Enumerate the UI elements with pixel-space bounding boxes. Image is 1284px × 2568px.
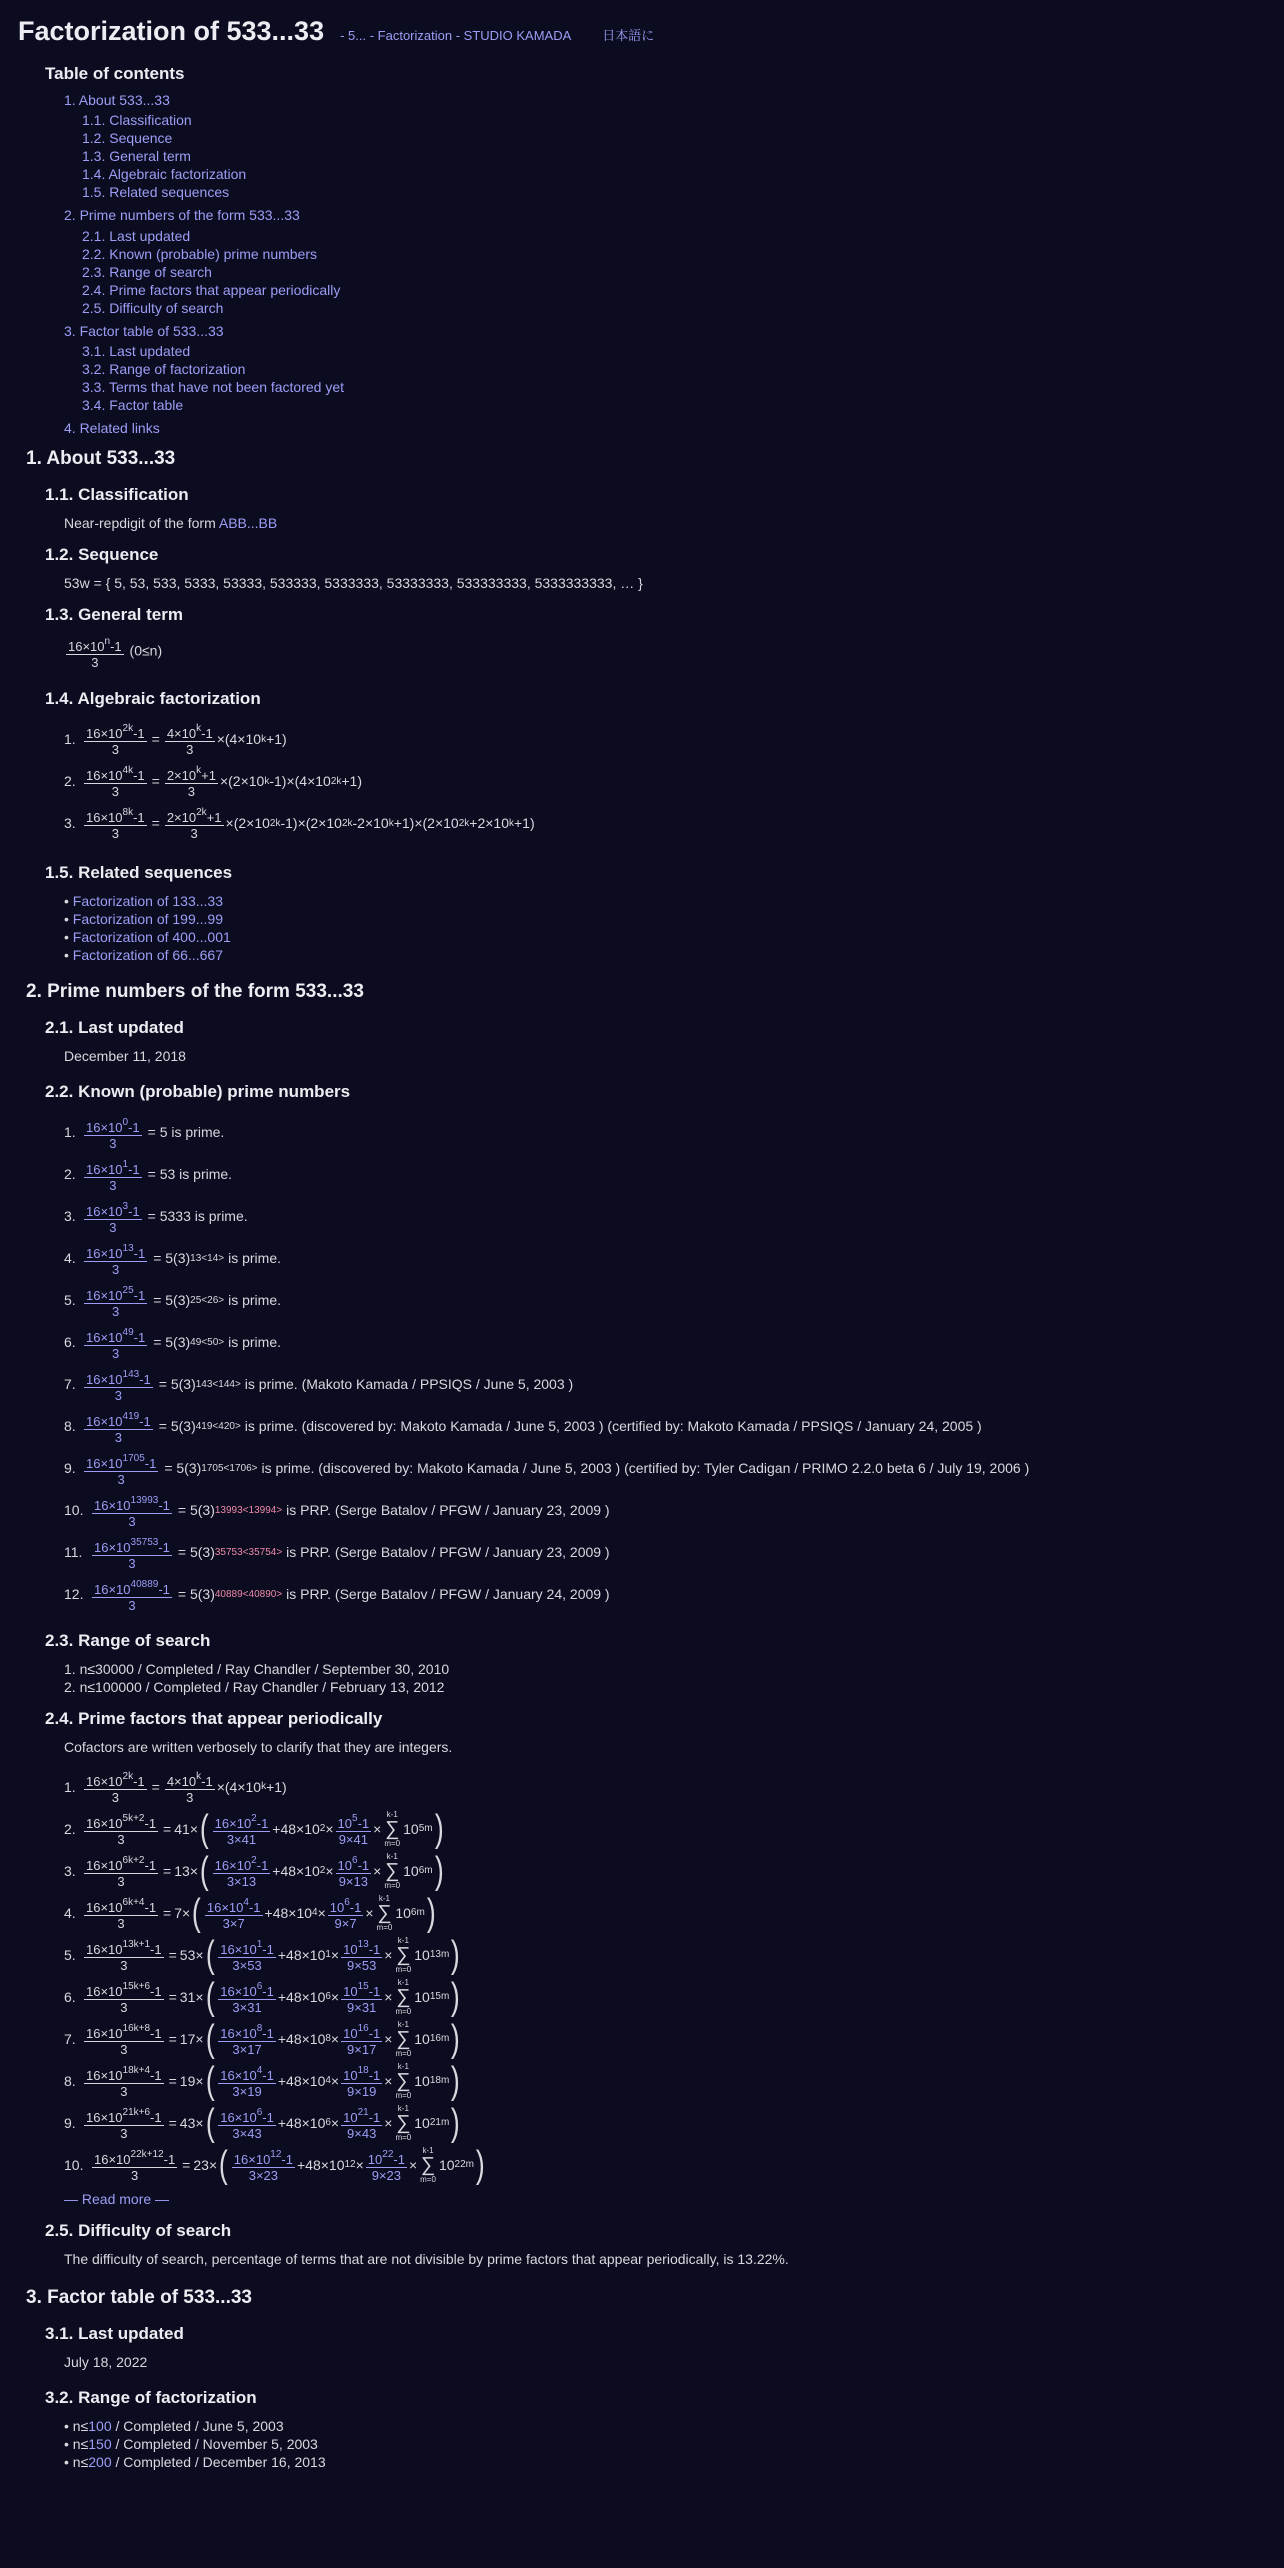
related-item: • Factorization of 66...667	[64, 947, 223, 964]
page-title: Factorization of 533...33	[18, 16, 325, 46]
prime-link[interactable]: $\frac{16\times 10^{1705}-1}{3}$	[86, 1452, 157, 1487]
prime-info: is PRP. (Serge Batalov / PFGW / January 23, 2009 )	[286, 1544, 610, 1561]
known-primes-title: 2.2. Known (probable) prime numbers	[45, 1082, 351, 1102]
toc-item[interactable]: 3.1. Last updated	[82, 342, 191, 359]
prime-info: is prime. (discovered by: Makoto Kamada / June 5, 2003 ) (certified by: Tyler Cadigan / PRIMO 2.2.0 beta 6 / July 19, 2006 )	[261, 1460, 1030, 1477]
prime-info: is prime.	[228, 1334, 282, 1351]
prime-link[interactable]: $\frac{16\times 10^3-1}{3}$	[86, 1200, 140, 1235]
repunit-count: 1705<1706>	[201, 1463, 258, 1475]
prime-link[interactable]: $\frac{16\times 10^1-1}{3}$	[86, 1158, 140, 1193]
repunit-count: 40889<40890>	[214, 1589, 283, 1601]
list-item: 9. $\frac{16\times 10^{1705}-1}{3}$ = 5(3) 1705<1706> is prime. (discovered by: Makoto Kamada / June 5, 2003 ) (certified by: Tyler Cadigan / PRIMO 2.2.0 beta 6 / July 19, 2006 )	[64, 1452, 1030, 1487]
toc-item[interactable]: 1.4. Algebraic factorization	[82, 166, 247, 183]
list-item: 1. $\frac{16\times 10^{2k}-1}{3}$ = $\frac{4\times 10^k-1}{3}$ ×(4×10 k +1)	[64, 723, 287, 758]
section-2-title: 2. Prime numbers of the form 533...33	[26, 981, 364, 1003]
list-item: 3. $\frac{16\times 10^{6k+2}-1}{3}$ = 13 × ( $\frac{16\times 10^2-1}{3\times 13}$ +48×10 2 × $\frac{10^6-1}{9\times 13}$ × k-1 ∑ m=0 10 6m )	[64, 1849, 444, 1892]
prime-link[interactable]: $\frac{16\times 10^{49}-1}{3}$	[86, 1326, 146, 1361]
toc-item[interactable]: 2.2. Known (probable) prime numbers	[82, 245, 318, 262]
related-item: • Factorization of 133...33	[64, 893, 223, 910]
difficulty-text: The difficulty of search, percentage of terms that are not divisible by prime factors that appear periodically, is 13.22%.	[64, 2251, 789, 2268]
last-updated-date: December 11, 2018	[64, 1048, 186, 1065]
repunit-count: 13993<13994>	[214, 1505, 283, 1517]
periodic-note: Cofactors are written verbosely to clarify that they are integers.	[64, 1738, 453, 1755]
toc-item[interactable]: 1.3. General term	[82, 148, 191, 165]
related-item: • Factorization of 400...001	[64, 929, 231, 946]
repunit-count: 143<144>	[195, 1379, 241, 1391]
repunit-count: 419<420>	[195, 1421, 241, 1433]
prime-link[interactable]: $\frac{16\times 10^{25}-1}{3}$	[86, 1284, 146, 1319]
toc-section-3[interactable]: 3. Factor table of 533...33	[64, 322, 224, 339]
toc-section-2[interactable]: 2. Prime numbers of the form 533...33	[64, 207, 300, 224]
list-item: 3. $\frac{16\times 10^{8k}-1}{3}$ = $\frac{2\times 10^{2k}+1}{3}$ ×(2×10 2k -1)×(2×10 2k -2×10 k +1)×(2×10 2k +2×10 k +1)	[64, 807, 535, 842]
toc-title: Table of contents	[45, 64, 185, 84]
factor-last-updated-date: July 18, 2022	[64, 2354, 148, 2371]
difficulty-title: 2.5. Difficulty of search	[45, 2221, 232, 2241]
prime-link[interactable]: $\frac{16\times 10^0-1}{3}$	[86, 1116, 140, 1151]
toc-item[interactable]: 2.1. Last updated	[82, 227, 191, 244]
factor-range-title: 3.2. Range of factorization	[45, 2388, 257, 2408]
algebraic-list	[64, 718, 1266, 844]
prime-info: is PRP. (Serge Batalov / PFGW / January 23, 2009 )	[286, 1502, 610, 1519]
toc-section-4[interactable]: 4. Related links	[64, 419, 160, 436]
list-item: 7. $\frac{16\times 10^{143}-1}{3}$ = 5(3) 143<144> is prime. (Makoto Kamada / PPSIQS / June 5, 2003 )	[64, 1368, 574, 1403]
language-link[interactable]: 日本語に	[602, 28, 655, 43]
toc-item[interactable]: 2.4. Prime factors that appear periodically	[82, 281, 341, 298]
toc-item[interactable]: 1.2. Sequence	[82, 130, 173, 147]
list-item: 2. $\frac{16\times 10^1-1}{3}$ = 53 is prime.	[64, 1158, 233, 1193]
list-item: 10. $\frac{16\times 10^{22k+12}-1}{3}$ = 23 × ( $\frac{16\times 10^{12}-1}{3\times 23}$ +48×10 12 × $\frac{10^{22}-1}{9\times 23}$ × k-1 ∑ m=0 10 22m )	[64, 2143, 485, 2186]
list-item: 11. $\frac{16\times 10^{35753}-1}{3}$ = 5(3) 35753<35754> is PRP. (Serge Batalov / PFGW / January 23, 2009 )	[64, 1536, 610, 1571]
prime-link[interactable]: $\frac{16\times 10^{143}-1}{3}$	[86, 1368, 151, 1403]
list-item: 9. $\frac{16\times 10^{21k+6}-1}{3}$ = 43 × ( $\frac{16\times 10^6-1}{3\times 43}$ +48×10 6 × $\frac{10^{21}-1}{9\times 43}$ × k-1 ∑ m=0 10 21m )	[64, 2101, 461, 2144]
factor-range-item: • n≤150 / Completed / November 5, 2003	[64, 2436, 318, 2453]
factor-range-item: • n≤100 / Completed / June 5, 2003	[64, 2418, 284, 2435]
repunit-count: 25<26>	[190, 1295, 225, 1307]
header	[18, 14, 1266, 49]
prime-value: = 53 is prime.	[147, 1166, 233, 1183]
range-limit-link[interactable]: 150	[88, 2436, 112, 2453]
prime-info: is prime.	[228, 1250, 282, 1267]
list-item: 5. $\frac{16\times 10^{13k+1}-1}{3}$ = 53 × ( $\frac{16\times 10^1-1}{3\times 53}$ +48×10 1 × $\frac{10^{13}-1}{9\times 53}$ × k-1 ∑ m=0 10 13m )	[64, 1933, 461, 1976]
prime-link[interactable]: $\frac{16\times 10^{13}-1}{3}$	[86, 1242, 146, 1277]
factor-range-item: • n≤200 / Completed / December 16, 2013	[64, 2454, 326, 2471]
prime-info: is PRP. (Serge Batalov / PFGW / January 24, 2009 )	[286, 1586, 610, 1603]
list-item: 1. $\frac{16\times 10^0-1}{3}$ = 5 is prime.	[64, 1116, 225, 1151]
last-updated-title: 2.1. Last updated	[45, 1018, 184, 1038]
known-primes-list	[64, 1112, 1266, 1616]
toc-item[interactable]: 2.3. Range of search	[82, 263, 212, 280]
list-item: 2. $\frac{16\times 10^{4k}-1}{3}$ = $\frac{2\times 10^k+1}{3}$ ×(2×10 k -1)×(4×10 2k +1)	[64, 765, 362, 800]
list-item: 7. $\frac{16\times 10^{16k+8}-1}{3}$ = 17 × ( $\frac{16\times 10^8-1}{3\times 17}$ +48×10 8 × $\frac{10^{16}-1}{9\times 17}$ × k-1 ∑ m=0 10 16m )	[64, 2017, 461, 2060]
breadcrumb	[340, 28, 654, 45]
section-3-title: 3. Factor table of 533...33	[26, 2287, 252, 2309]
list-item: 4. $\frac{16\times 10^{6k+4}-1}{3}$ = 7 × ( $\frac{16\times 10^4-1}{3\times 7}$ +48×10 4 × $\frac{10^6-1}{9\times 7}$ × k-1 ∑ m=0 10 6m )	[64, 1891, 436, 1934]
toc-section-1[interactable]: 1. About 533...33	[64, 92, 170, 109]
prime-link[interactable]: $\frac{16\times 10^{35753}-1}{3}$	[94, 1536, 170, 1571]
prime-value: = 5 is prime.	[147, 1124, 225, 1141]
list-item: 2. $\frac{16\times 10^{5k+2}-1}{3}$ = 41 × ( $\frac{16\times 10^2-1}{3\times 41}$ +48×10 2 × $\frac{10^5-1}{9\times 41}$ × k-1 ∑ m=0 10 5m )	[64, 1807, 444, 1850]
list-item: 5. $\frac{16\times 10^{25}-1}{3}$ = 5(3) 25<26> is prime.	[64, 1284, 282, 1319]
section-1-title: 1. About 533...33	[26, 447, 176, 469]
read-more-link[interactable]: — Read more —	[64, 2190, 170, 2207]
repunit-count: 49<50>	[190, 1337, 225, 1349]
related-item: • Factorization of 199...99	[64, 911, 223, 928]
list-item: 6. $\frac{16\times 10^{15k+6}-1}{3}$ = 31 × ( $\frac{16\times 10^6-1}{3\times 31}$ +48×10 6 × $\frac{10^{15}-1}{9\times 31}$ × k-1 ∑ m=0 10 15m )	[64, 1975, 461, 2018]
related-title: 1.5. Related sequences	[45, 863, 233, 883]
prime-link[interactable]: $\frac{16\times 10^{40889}-1}{3}$	[94, 1578, 170, 1613]
range-item: 2. n≤100000 / Completed / Ray Chandler / February 13, 2012	[64, 1678, 445, 1695]
list-item: 10. $\frac{16\times 10^{13993}-1}{3}$ = 5(3) 13993<13994> is PRP. (Serge Batalov / PFGW / January 23, 2009 )	[64, 1494, 610, 1529]
crumb-factorization[interactable]: Factorization	[377, 28, 453, 43]
toc-item[interactable]: 3.2. Range of factorization	[82, 360, 246, 377]
list-item: 4. $\frac{16\times 10^{13}-1}{3}$ = 5(3) 13<14> is prime.	[64, 1242, 282, 1277]
crumb-studio-kamada[interactable]: - STUDIO KAMADA	[455, 28, 571, 43]
prime-info: is prime. (discovered by: Makoto Kamada / June 5, 2003 ) (certified by: Makoto Kamada / PPSIQS / January 24, 2005 )	[244, 1418, 982, 1435]
prime-link[interactable]: $\frac{16\times 10^{419}-1}{3}$	[86, 1410, 151, 1445]
list-item: 12. $\frac{16\times 10^{40889}-1}{3}$ = 5(3) 40889<40890> is PRP. (Serge Batalov / PFGW / January 24, 2009 )	[64, 1578, 610, 1613]
prime-info: is prime.	[228, 1292, 282, 1309]
classification-text: Near-repdigit of the form ABB...BB	[64, 514, 278, 531]
classification-title: 1.1. Classification	[45, 484, 189, 504]
sequence-text: 53w = { 5, 53, 533, 5333, 53333, 533333, 5333333, 53333333, 533333333, 5333333333, … }	[64, 575, 643, 591]
related-link[interactable]: Factorization of 66...667	[72, 947, 223, 964]
factor-last-updated-title: 3.1. Last updated	[45, 2324, 184, 2344]
periodic-title: 2.4. Prime factors that appear periodically	[45, 1708, 383, 1728]
toc-item[interactable]: 1.1. Classification	[82, 112, 192, 129]
range-limit-link[interactable]: 200	[88, 2454, 112, 2471]
related-list	[64, 892, 1266, 964]
list-item: 8. $\frac{16\times 10^{18k+4}-1}{3}$ = 19 × ( $\frac{16\times 10^4-1}{3\times 19}$ +48×10 4 × $\frac{10^{18}-1}{9\times 19}$ × k-1 ∑ m=0 10 18m )	[64, 2059, 461, 2102]
general-term-title: 1.3. General term	[45, 605, 183, 625]
toc-item[interactable]: 1.5. Related sequences	[82, 184, 230, 201]
list-item: 1. $\frac{16\times 10^{2k}-1}{3}$ = $\frac{4\times 10^k-1}{3}$ ×(4×10 k +1)	[64, 1770, 287, 1805]
related-link[interactable]: Factorization of 400...001	[72, 929, 231, 946]
prime-value: = 5333 is prime.	[147, 1208, 248, 1225]
list-item: 8. $\frac{16\times 10^{419}-1}{3}$ = 5(3) 419<420> is prime. (discovered by: Makoto Kamada / June 5, 2003 ) (certified by: Makoto Kamada / PPSIQS / January 24, 2005 )	[64, 1410, 982, 1445]
related-link[interactable]: Factorization of 133...33	[72, 893, 223, 910]
range-limit-link[interactable]: 100	[88, 2418, 112, 2435]
prime-link[interactable]: $\frac{16\times 10^{13993}-1}{3}$	[94, 1494, 170, 1529]
general-term: $\frac{16\times 10^n-1}{3}$ (0≤n)	[68, 636, 163, 671]
toc-item[interactable]: 3.3. Terms that have not been factored yet	[82, 378, 345, 395]
related-link[interactable]: Factorization of 199...99	[72, 911, 223, 928]
list-item: 6. $\frac{16\times 10^{49}-1}{3}$ = 5(3) 49<50> is prime.	[64, 1326, 282, 1361]
prime-info: is prime. (Makoto Kamada / PPSIQS / June 5, 2003 )	[244, 1376, 574, 1393]
periodic-list	[64, 1766, 1266, 2186]
range-title: 2.3. Range of search	[45, 1630, 211, 1650]
list-item: 3. $\frac{16\times 10^3-1}{3}$ = 5333 is prime.	[64, 1200, 248, 1235]
sequence-title: 1.2. Sequence	[45, 544, 159, 564]
range-item: 1. n≤30000 / Completed / Ray Chandler / September 30, 2010	[64, 1660, 450, 1677]
factor-range-list	[64, 2417, 1266, 2471]
range-list	[64, 1660, 1266, 1696]
crumb-5[interactable]: - 5... -	[340, 28, 375, 43]
repunit-count: 35753<35754>	[214, 1547, 283, 1559]
toc-item[interactable]: 3.4. Factor table	[82, 396, 184, 413]
abb-link[interactable]: ABB...BB	[218, 514, 278, 531]
toc-item[interactable]: 2.5. Difficulty of search	[82, 299, 224, 316]
repunit-count: 13<14>	[190, 1253, 225, 1265]
algebraic-title: 1.4. Algebraic factorization	[45, 689, 261, 709]
table-of-contents	[64, 91, 1266, 437]
